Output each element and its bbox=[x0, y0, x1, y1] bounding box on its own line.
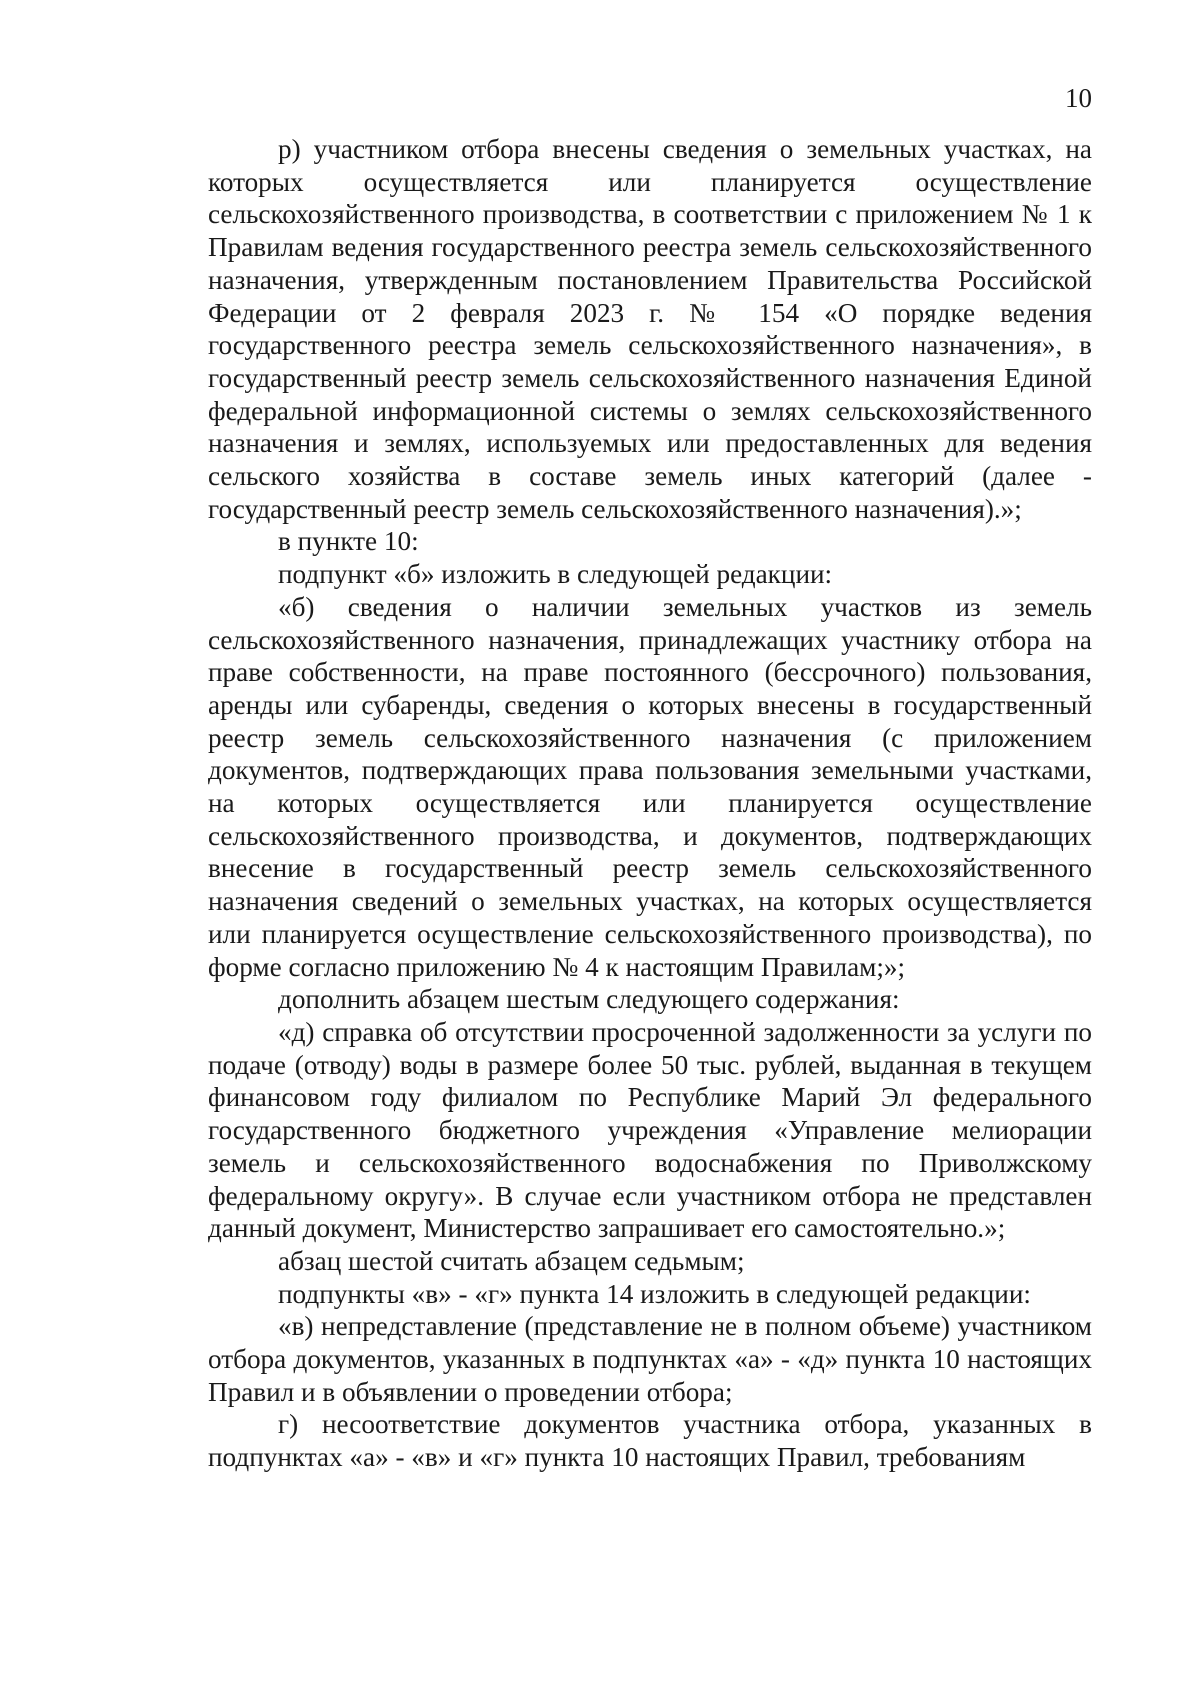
paragraph-in-point-10: в пункте 10: bbox=[278, 526, 419, 557]
page-number: 10 bbox=[1065, 83, 1092, 113]
document-body bbox=[208, 133, 1092, 1474]
paragraph-subitem-d: «д) справка об отсутствии просроченной задолженности за услуги по подаче (отводу) воды в размере более 50 тыс. рублей, выданная в текущем финансовом году филиалом по Республике Марий Эл федерального государственного бюджетного учреждения «Управление мелиорации земель и сельскохозяйственного водоснабжения по Приволжскому федеральному округу». В случае если участником отбора не представлен данный документ, Министерство запрашивает его самостоятельно.»; bbox=[208, 1016, 1092, 1244]
paragraph-subitem-b: «б) сведения о наличии земельных участков из земель сельскохозяйственного назначения, принадлежащих участнику отбора на праве собственности, на праве постоянного (бессрочного) пользования, аренды или субаренды, сведения о которых внесены в государственный реестр земель сельскохозяйственного назначения (с приложением документов, подтверждающих права пользования земельными участками, на которых осуществляется или планируется осуществление сельскохозяйственного производства, и документов, подтверждающих внесение в государственный реестр земель сельскохозяйственного назначения сведений о земельных участках, на которых осуществляется или планируется осуществление сельскохозяйственного производства), по форме согласно приложению № 4 к настоящим Правилам;»; bbox=[208, 591, 1092, 982]
paragraph-add-sixth-intro: дополнить абзацем шестым следующего содержания: bbox=[278, 984, 900, 1015]
paragraph-renumber: абзац шестой считать абзацем седьмым; bbox=[278, 1245, 745, 1276]
paragraph-subitem-v: «в) непредставление (представление не в полном объеме) участником отбора документов, указанных в подпунктах «а» - «д» пункта 10 настоящих Правил и в объявлении о проведении отбора; bbox=[208, 1311, 1092, 1407]
paragraph-subitem-b-intro: подпункт «б» изложить в следующей редакции: bbox=[278, 559, 833, 590]
paragraph-subitem-g: г) несоответствие документов участника отбора, указанных в подпунктах «а» - «в» и «г» пункта 10 настоящих Правил, требованиям bbox=[208, 1409, 1092, 1473]
paragraph-subitem-r: р) участником отбора внесены сведения о земельных участках, на которых осуществляется или планируется осуществление сельскохозяйственного производства, в соответствии с приложением № 1 к Правилам ведения государственного реестра земель сельскохозяйственного назначения, утвержденным постановлением Правительства Российской Федерации от 2 февраля 2023 г. № 154 «О порядке ведения государственного реестра земель сельскохозяйственного назначения», в государственный реестр земель сельскохозяйственного назначения Единой федеральной информационной системы о землях сельскохозяйственного назначения и землях, используемых или предоставленных для ведения сельского хозяйства в составе земель иных категорий (далее - государственный реестр земель сельскохозяйственного назначения).»; bbox=[208, 134, 1092, 524]
paragraph-point-14-intro: подпункты «в» - «г» пункта 14 изложить в следующей редакции: bbox=[278, 1278, 1031, 1309]
